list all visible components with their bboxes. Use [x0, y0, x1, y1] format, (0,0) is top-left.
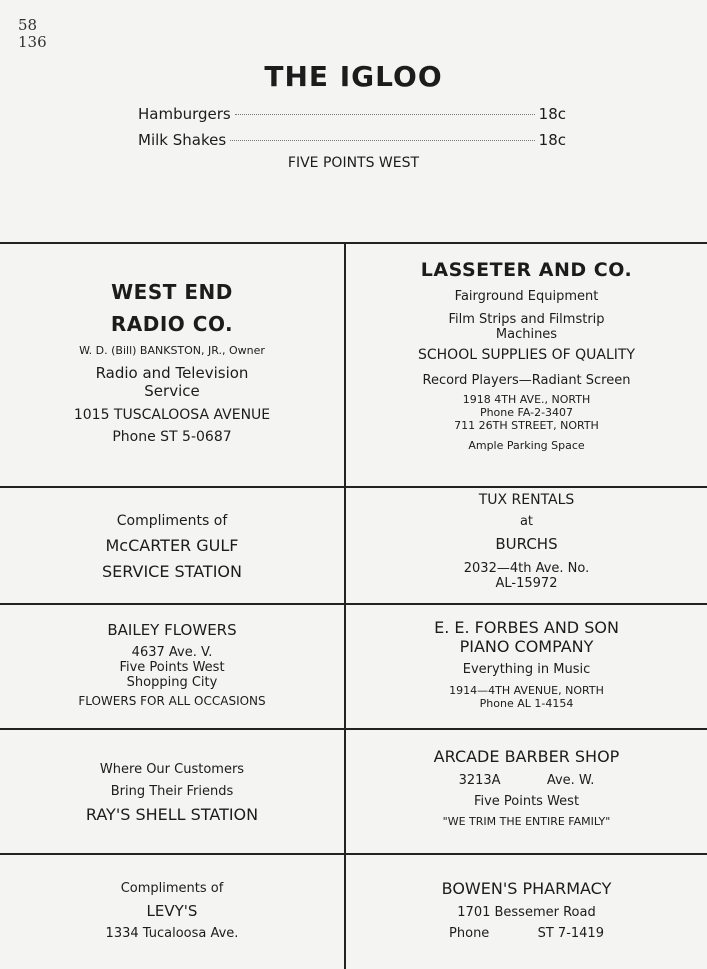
ad-text: Service — [144, 382, 200, 400]
ad-name: RAY'S SHELL STATION — [85, 805, 259, 824]
menu-item-price: 18c — [538, 131, 566, 149]
ad-lasseter — [346, 259, 707, 452]
ad-arcade-barber — [346, 747, 707, 828]
ad-text: Shopping City — [126, 675, 218, 690]
ad-address: 1918 4TH AVE., NORTH — [462, 393, 591, 406]
ad-slogan: "WE TRIM THE ENTIRE FAMILY" — [442, 815, 611, 828]
ad-text: Fairground Equipment — [454, 289, 599, 304]
menu-item-price: 18c — [538, 105, 566, 123]
ad-name: WEST END — [111, 280, 233, 304]
ad-name: RADIO CO. — [110, 312, 234, 336]
ad-text: Everything in Music — [462, 662, 591, 677]
ad-tux-rentals — [346, 492, 707, 591]
igloo-location: FIVE POINTS WEST — [287, 155, 420, 171]
handwritten-note — [18, 18, 47, 50]
ad-owner: W. D. (Bill) BANKSTON, JR., Owner — [79, 344, 265, 357]
page-title: THE IGLOO — [264, 60, 443, 93]
ad-text: FLOWERS FOR ALL OCCASIONS — [78, 694, 266, 708]
ad-name: LASSETER AND CO. — [420, 259, 633, 281]
ad-text: Five Points West — [473, 794, 580, 809]
ad-name: TUX RENTALS — [478, 492, 575, 508]
ad-text: Compliments of — [116, 513, 228, 529]
ad-text: Bring Their Friends — [110, 784, 234, 799]
ad-text: Ample Parking Space — [468, 439, 585, 452]
ad-address: 711 26TH STREET, NORTH — [454, 419, 599, 432]
divider — [0, 853, 707, 855]
menu-row — [138, 105, 566, 123]
ad-address: 4637 Ave. V. — [131, 645, 213, 660]
handwritten-note-line: 136 — [18, 33, 47, 51]
ad-name: PIANO COMPANY — [459, 637, 594, 656]
divider — [0, 486, 707, 488]
ad-bailey-flowers — [0, 621, 344, 708]
ad-address-street: Ave. W. — [546, 773, 595, 788]
ad-text: Film Strips and Filmstrip — [448, 312, 605, 327]
ad-phone: Phone FA-2-3407 — [479, 406, 574, 419]
ad-phone-label: Phone — [449, 926, 490, 941]
ad-address: 2032—4th Ave. No. — [463, 561, 590, 576]
ad-levys — [0, 881, 344, 941]
divider — [0, 603, 707, 605]
ad-west-end-radio — [0, 280, 344, 445]
ad-name: SERVICE STATION — [102, 562, 242, 581]
leader-dots — [235, 114, 535, 115]
ad-phone — [346, 926, 707, 941]
ad-text: Radio and Television — [95, 364, 249, 382]
ad-text: Compliments of — [120, 881, 224, 896]
ad-forbes-piano — [346, 618, 707, 710]
ad-address — [346, 773, 707, 788]
ad-text: Where Our Customers — [99, 762, 245, 777]
divider — [0, 728, 707, 730]
ad-rays-shell — [0, 762, 344, 824]
ad-text: Five Points West — [119, 660, 225, 675]
menu-item-name: Hamburgers — [138, 105, 231, 123]
ad-name: McCARTER GULF — [105, 536, 239, 555]
ad-address: 1914—4TH AVENUE, NORTH — [449, 684, 604, 697]
ad-name: BURCHS — [495, 535, 558, 553]
ad-address: 1334 Tucaloosa Ave. — [105, 926, 239, 941]
ad-phone: AL-15972 — [495, 576, 558, 591]
ad-name: BOWEN'S PHARMACY — [441, 879, 612, 898]
divider — [0, 242, 707, 244]
handwritten-note-line: 58 — [18, 16, 38, 34]
ad-address: 1015 TUSCALOOSA AVENUE — [73, 407, 271, 423]
ad-name: E. E. FORBES AND SON — [434, 618, 619, 637]
leader-dots — [230, 140, 535, 141]
ad-name: LEVY'S — [146, 902, 198, 920]
ad-name: BAILEY FLOWERS — [107, 621, 237, 639]
ad-text: Machines — [495, 327, 558, 342]
ad-address: 1701 Bessemer Road — [457, 905, 596, 920]
ad-phone: Phone ST 5-0687 — [112, 429, 232, 445]
ad-mccarter-gulf — [0, 513, 344, 581]
ad-name: ARCADE BARBER SHOP — [433, 747, 620, 766]
ad-phone-number: ST 7-1419 — [537, 926, 604, 941]
ad-bowens-pharmacy — [346, 879, 707, 941]
menu-item-name: Milk Shakes — [138, 131, 227, 149]
ad-text: at — [519, 514, 534, 529]
ad-text: Record Players—Radiant Screen — [422, 373, 631, 388]
ad-text: SCHOOL SUPPLIES OF QUALITY — [417, 347, 635, 363]
ad-address-number: 3213A — [458, 773, 501, 788]
ad-phone: Phone AL 1-4154 — [479, 697, 574, 710]
menu-row — [138, 131, 566, 149]
